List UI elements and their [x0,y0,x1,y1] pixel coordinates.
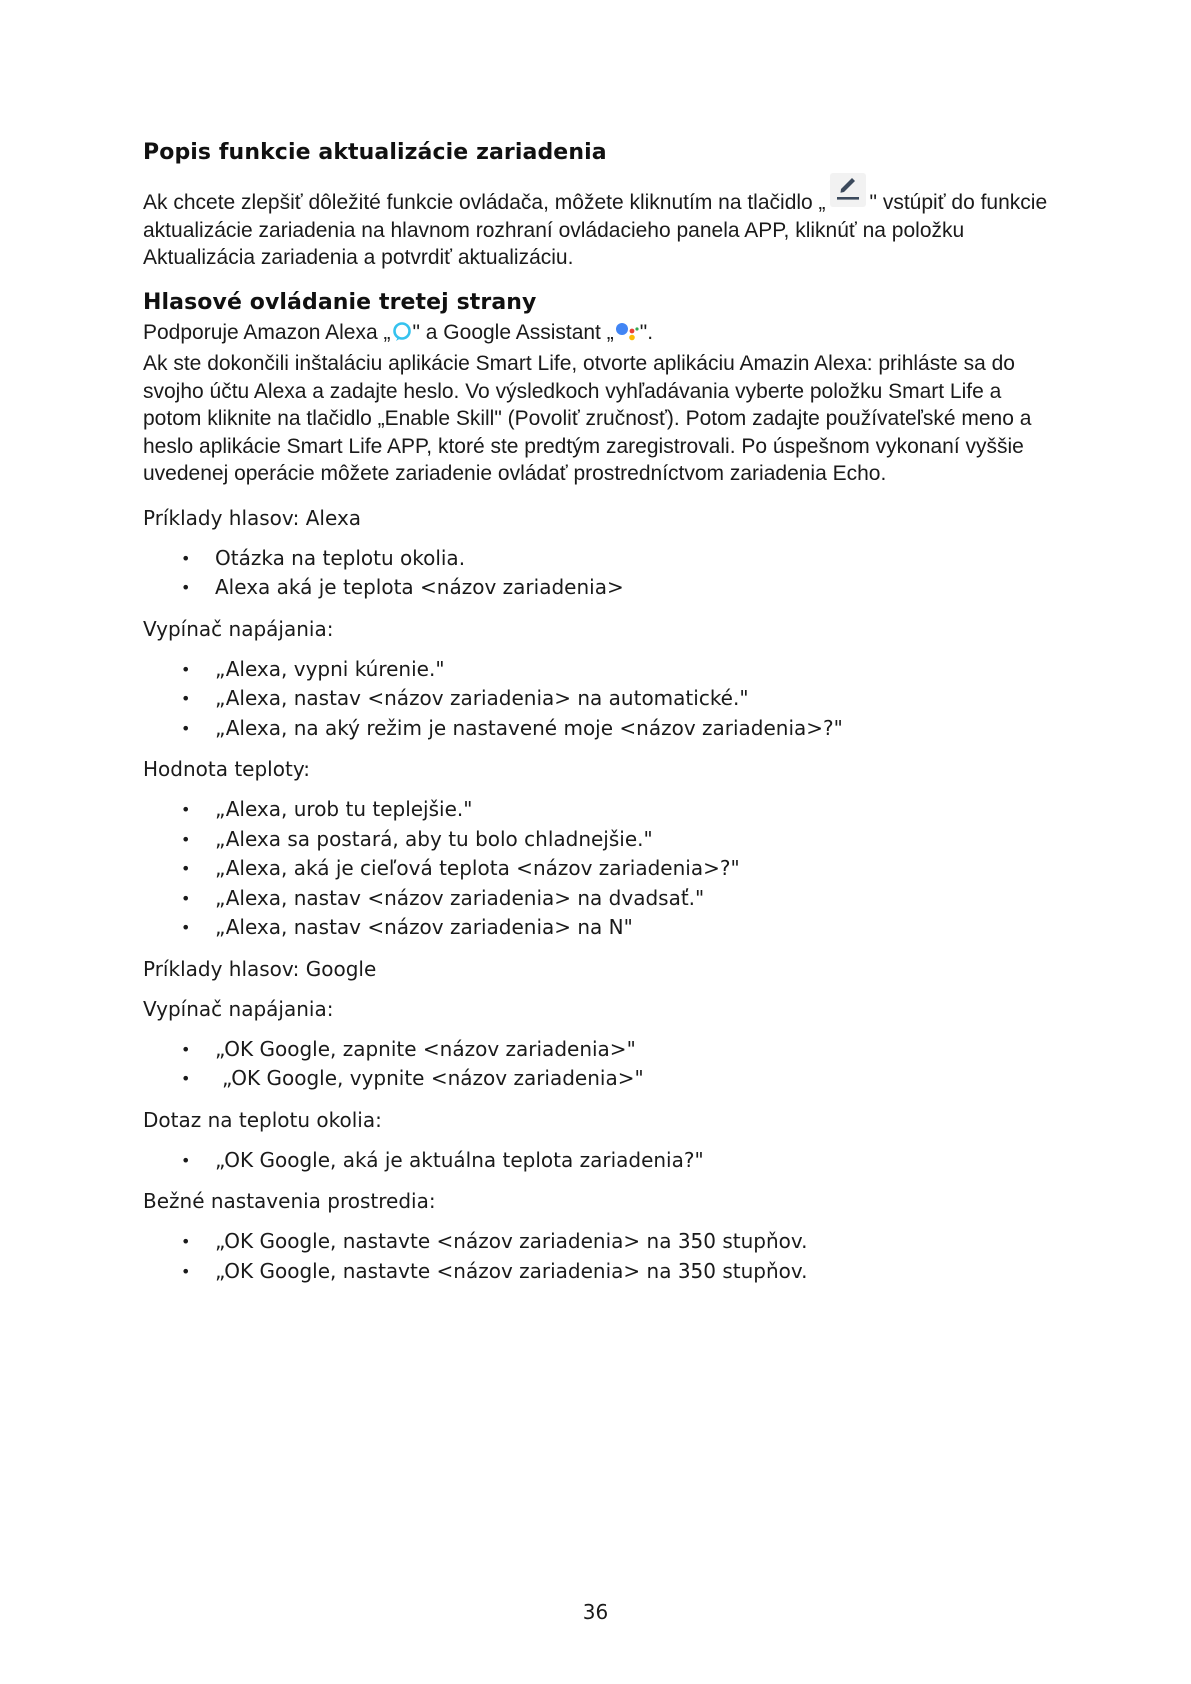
list-item-text: „OK Google, zapnite <názov zariadenia>" [215,1036,636,1061]
list-item [143,1227,1063,1257]
list-item [143,714,1063,744]
list-item [143,825,1063,855]
bullet: • [181,718,191,738]
document-page [143,140,1063,1298]
list-item-text: Alexa aká je teplota <názov zariadenia> [215,575,624,599]
voice-support-line [143,319,1063,351]
list-item-text: „Alexa, urob tu teplejšie." [215,797,473,821]
device-update-text-end: " vstúpiť do funkcie aktualizácie zariadenia na hlavnom rozhraní ovládacieho panela APP, kliknúť na položku Aktualizácia zariadenia a potvrdiť aktualizáciu. [143,191,1048,269]
list-item [143,655,1063,685]
list-item [143,913,1063,943]
google-power-list [143,1035,1063,1094]
alexa-power-label: Vypínač napájania: [143,616,334,641]
list-item-text: „OK Google, vypnite <názov zariadenia>" [222,1066,644,1090]
support-text-end: ". [639,320,654,344]
bullet: • [181,1232,191,1251]
list-item-text: „Alexa, nastav <názov zariadenia> na N" [215,915,633,939]
list-item [143,544,1063,574]
google-ambient-label: Dotaz na teplotu okolia: [143,1107,382,1132]
alexa-temp-label: Hodnota teploty: [143,757,310,781]
section-title-device-update: Popis funkcie aktualizácie zariadenia [143,140,607,165]
voice-control-paragraph: Ak ste dokončili inštaláciu aplikácie Smart Life, otvorte aplikáciu Amazin Alexa: prihláste sa do svojho účtu Alexa a zadajte heslo. Vo výsledkoch vyhľadávania vyberte položku Smart Life a potom kliknite na tlačidlo „Enable Skill" (Povoliť zručnosť). Potom zadajte používateľské meno a heslo aplikácie Smart Life APP, ktoré ste predtým zaregistrovali. Po úspešnom vykonaní vyššie uvedenej operácie môžete zariadenie ovládať prostredníctvom zariadenia Echo. [143,352,1032,485]
bullet: • [181,1039,191,1059]
bullet: • [181,578,191,597]
device-update-text-start: Ak chcete zlepšiť dôležité funkcie ovládača, môžete kliknutím na tlačidlo „ [143,191,826,214]
list-item [143,1146,1063,1176]
bullet: • [181,859,191,878]
bullet: • [181,918,191,937]
list-item [143,1257,1063,1287]
list-item [143,573,1063,603]
bullet: • [181,548,191,568]
list-item-text: „Alexa, aká je cieľová teplota <názov zariadenia>?" [215,856,740,880]
google-env-list [143,1227,1063,1286]
list-item-text: Otázka na teplotu okolia. [215,545,466,570]
list-item [143,1064,1063,1094]
section-title-voice-control: Hlasové ovládanie tretej strany [143,289,537,315]
edit-pencil-icon [830,173,866,207]
list-item-text: „OK Google, nastavte <názov zariadenia> na 350 stupňov. [215,1229,808,1253]
list-item-text: „Alexa, nastav <názov zariadenia> na automatické." [215,686,749,710]
google-ambient-list [143,1146,1063,1176]
support-text-alexa: Podporuje Amazon Alexa „ [143,320,391,344]
page-number: 36 [582,1600,609,1624]
list-item-text: „Alexa sa postará, aby tu bolo chladnejšie." [215,826,653,851]
alexa-power-list [143,655,1063,744]
bullet: • [181,1261,191,1281]
support-text-google: " a Google Assistant „ [412,320,614,344]
alexa-temp-query-list [143,544,1063,603]
bullet: • [181,659,191,679]
alexa-icon [391,321,413,351]
device-update-paragraph [143,179,1063,272]
list-item [143,684,1063,714]
list-item [143,1035,1063,1065]
list-item-text: „OK Google, nastavte <názov zariadenia> na 350 stupňov. [215,1258,808,1283]
list-item [143,854,1063,884]
list-item [143,884,1063,914]
list-item-text: „Alexa, nastav <názov zariadenia> na dvadsať." [215,885,705,910]
list-item-text: „Alexa, na aký režim je nastavené moje <názov zariadenia>?" [215,715,843,740]
google-env-label: Bežné nastavenia prostredia: [143,1189,436,1213]
bullet: • [181,1150,191,1170]
bullet: • [181,888,191,908]
list-item-text: „Alexa, vypni kúrenie." [215,656,445,681]
bullet: • [181,829,191,849]
bullet: • [181,689,191,708]
google-examples-heading: Príklady hlasov: Google [143,956,377,981]
bullet: • [181,800,191,819]
list-item [143,795,1063,825]
google-power-label: Vypínač napájania: [143,996,334,1021]
alexa-examples-heading: Príklady hlasov: Alexa [143,505,362,530]
bullet: • [181,1069,191,1088]
google-assistant-icon [614,321,640,351]
list-item-text: „OK Google, aká je aktuálna teplota zariadenia?" [215,1147,704,1172]
alexa-temp-list [143,795,1063,943]
